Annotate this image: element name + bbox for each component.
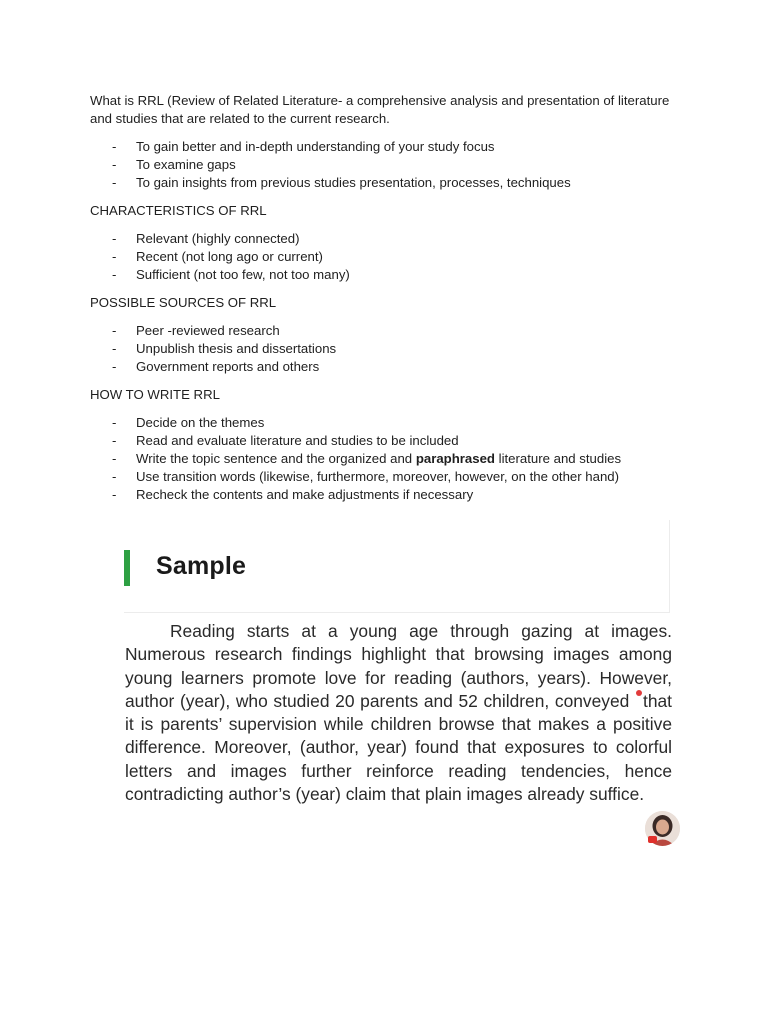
how-to-heading: HOW TO WRITE RRL xyxy=(90,387,220,402)
document-body xyxy=(90,92,690,514)
sample-accent-bar xyxy=(124,550,130,586)
list-item-text: Decide on the themes xyxy=(136,415,265,430)
pointer-dot-icon xyxy=(636,690,642,696)
list-item xyxy=(90,486,690,504)
list-item-text: Recheck the contents and make adjustments if necessary xyxy=(136,487,474,502)
list-item-text: Use transition words (likewise, furthermore, moreover, however, on the other hand) xyxy=(136,469,620,484)
dash-bullet: - xyxy=(112,139,117,154)
dash-bullet: - xyxy=(112,175,117,190)
dash-bullet: - xyxy=(112,487,117,502)
list-item-text: Sufficient (not too few, not too many) xyxy=(136,267,350,282)
list-item-text: To gain better and in-depth understanding of your study focus xyxy=(136,139,495,154)
how-to-list xyxy=(90,414,690,504)
sources-list xyxy=(90,322,690,376)
dash-bullet: - xyxy=(112,249,117,264)
list-item xyxy=(90,138,690,156)
characteristics-list xyxy=(90,230,690,284)
list-item-text: Read and evaluate literature and studies to be included xyxy=(136,433,459,448)
list-item-text: Unpublish thesis and dissertations xyxy=(136,341,337,356)
list-item xyxy=(90,248,690,266)
list-item-text: Government reports and others xyxy=(136,359,320,374)
list-item-text: Recent (not long ago or current) xyxy=(136,249,323,264)
list-item-text-pre: Write the topic sentence and the organized and xyxy=(136,451,416,466)
list-item xyxy=(90,414,690,432)
list-item-text: Peer -reviewed research xyxy=(136,323,280,338)
dash-bullet: - xyxy=(112,157,117,172)
list-item xyxy=(90,266,690,284)
characteristics-heading: CHARACTERISTICS OF RRL xyxy=(90,203,267,218)
list-item xyxy=(90,432,690,450)
sample-text-part1: Reading starts at a young age through gazing at images. Numerous research findings highlight that browsing images among young learners promote love for reading (authors, years). However, author (year), who studied 20 parents and 52 children, conveyed xyxy=(125,621,672,711)
list-item-text: Relevant (highly connected) xyxy=(136,231,300,246)
sample-slide-header xyxy=(124,520,670,613)
dash-bullet: - xyxy=(112,469,117,484)
list-item xyxy=(90,156,690,174)
dash-bullet: - xyxy=(112,231,117,246)
sample-text-part2: that it is parents’ supervision while children browse that makes a positive difference. Moreover, (author, year) found that exposures to colorful letters and images further reinforce reading tendencies, hence contradicting author’s (year) claim that plain images already suffice. xyxy=(125,690,672,805)
sample-paragraph xyxy=(125,620,672,806)
intro-paragraph: What is RRL (Review of Related Literature- a comprehensive analysis and presentation of literature and studies that are related to the current research. xyxy=(90,93,670,126)
list-item xyxy=(90,358,690,376)
list-item xyxy=(90,230,690,248)
list-item xyxy=(90,450,690,468)
dash-bullet: - xyxy=(112,341,117,356)
list-item xyxy=(90,468,690,486)
dash-bullet: - xyxy=(112,415,117,430)
dash-bullet: - xyxy=(112,433,117,448)
dash-bullet: - xyxy=(112,451,117,466)
purpose-list xyxy=(90,138,690,192)
dash-bullet: - xyxy=(112,359,117,374)
list-item xyxy=(90,174,690,192)
list-item-text-post: literature and studies xyxy=(494,451,622,466)
sample-title: Sample xyxy=(156,552,247,580)
list-item xyxy=(90,322,690,340)
list-item-text: To gain insights from previous studies presentation, processes, techniques xyxy=(136,175,571,190)
emphasis-text: paraphrased xyxy=(415,451,495,466)
dash-bullet: - xyxy=(112,323,117,338)
dash-bullet: - xyxy=(112,267,117,282)
list-item-text: To examine gaps xyxy=(136,157,236,172)
play-badge-icon xyxy=(648,836,657,843)
sources-heading: POSSIBLE SOURCES OF RRL xyxy=(90,295,277,310)
list-item xyxy=(90,340,690,358)
